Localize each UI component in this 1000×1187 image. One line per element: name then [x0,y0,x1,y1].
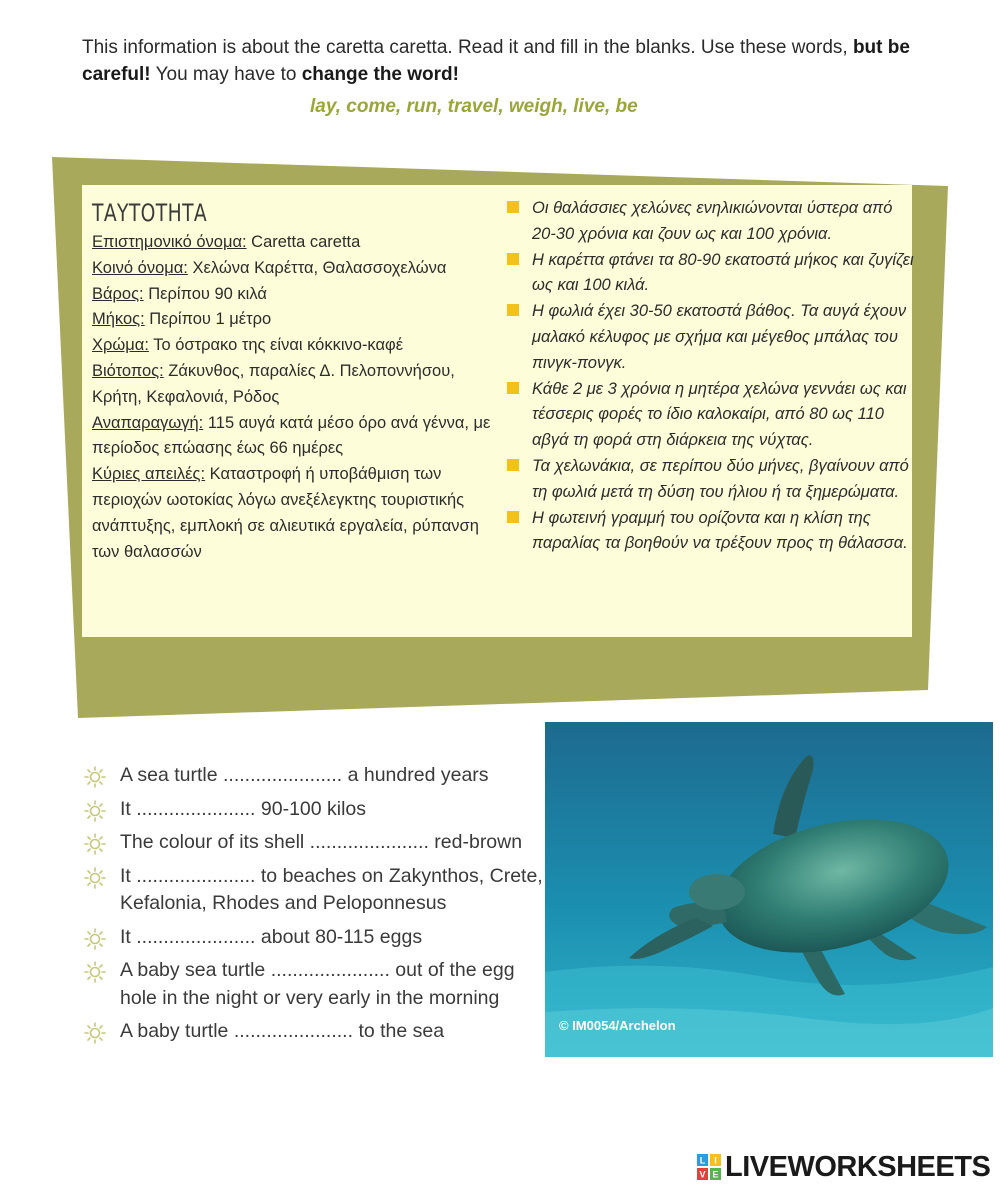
word-bank: lay, come, run, travel, weigh, live, be [310,96,638,117]
bullet-text: Κάθε 2 με 3 χρόνια η μητέρα χελώνα γεννάει ως και τέσσερις φορές το ίδιο καλοκαίρι, από 80 ως 110 αβγά τη φορά στη διάρκεια της νύχτας. [532,379,907,450]
bullet-item [506,248,920,300]
sentence-text: A baby sea turtle [120,959,271,981]
sea-turtle-image [545,722,993,1057]
sentence-2 [84,796,544,824]
fact-label: Βιότοπος: [92,361,164,380]
bullet-text: Οι θαλάσσιες χελώνες ενηλικιώνονται ύστερα από 20-30 χρόνια και ζουν ως και 100 χρόνια. [532,199,893,243]
sentence-text: about 80-115 eggs [255,925,423,948]
sentence-text: a hundred years [342,764,489,786]
fact-value: Περίπου 1 μέτρο [144,310,272,329]
fact-label: Μήκος: [92,310,145,329]
fact-value: Ζάκυνθος, παραλίες Δ. Πελοποννήσου, Κρήτη, Κεφαλονιά, Ρόδος [92,361,455,406]
bullet-item [506,196,920,248]
bullet-square-icon [507,201,519,213]
bullet-square-icon [507,304,519,316]
fact-weight [92,282,497,308]
bullet-item [506,377,920,454]
sentence-text: 90-100 kilos [255,797,367,820]
card-title: ΤΑΥΤΟΤΗΤΑ [92,199,208,227]
bullet-item [506,506,920,558]
sentence-text: The colour of its shell [120,831,310,853]
fact-reproduction [92,411,497,463]
fact-bullets [506,196,920,557]
fact-label: Αναπαραγωγή: [92,413,204,432]
bullet-item [506,454,920,506]
answer-blank[interactable]: ...................... [222,764,343,786]
sentence-1 [84,762,544,790]
fact-value: Το όστρακο της είναι κόκκινο-καφέ [148,336,404,355]
photo-credit: © IM0054/Archelon [559,1018,676,1033]
sun-icon [84,766,106,788]
instructions-bold-1: but be careful! [82,37,910,85]
bullet-item [506,299,920,376]
instructions-text-1: This information is about the caretta caretta. Read it and fill in the blanks. Use these words, [82,37,853,58]
fact-common-name [92,256,497,282]
fact-threats [92,462,497,565]
answer-blank[interactable]: ...................... [136,797,256,820]
bullet-square-icon [507,253,519,265]
sentence-text: It [120,925,137,948]
answer-blank[interactable]: ...................... [136,925,256,948]
sun-icon [84,928,106,950]
fact-value: 115 αυγά κατά μέσο όρο ανά γέννα, με περίοδος επώασης έως 66 ημέρες [92,413,491,458]
fact-label: Κύριες απειλές: [92,465,206,484]
fact-label: Επιστημονικό όνομα: [92,233,247,251]
instructions-bold-2: change the word! [301,64,459,85]
sentence-text: It [120,797,137,820]
fact-value: Χελώνα Καρέττα, Θαλασσοχελώνα [187,258,447,277]
sentence-3 [84,829,544,857]
sentence-text: A baby turtle [120,1020,234,1042]
sun-icon [84,1022,106,1044]
sentence-text: to the sea [353,1020,445,1042]
bullet-square-icon [507,459,519,471]
sun-icon [84,833,106,855]
fact-label: Βάρος: [92,284,144,303]
sentence-7 [84,1018,544,1046]
sentence-text: out of the egg hole in the night or very early in the morning [120,959,515,1009]
fact-label: Χρώμα: [92,336,149,355]
sun-icon [84,800,106,822]
turtle-photo [545,722,993,1057]
sentence-5 [84,924,544,952]
fact-value: Caretta caretta [246,233,361,251]
fact-value: Περίπου 90 κιλά [143,284,267,303]
instructions-text-2: You may have to [150,64,302,85]
bullet-text: Τα χελωνάκια, σε περίπου δύο μήνες, βγαίνουν από τη φωλιά μετά τη δύση του ήλιου ή τα ξημερώματα. [532,456,909,501]
sun-icon [84,867,106,889]
answer-blank[interactable]: ...................... [270,959,390,981]
answer-blank[interactable]: ...................... [136,864,256,887]
fact-value: Καταστροφή ή υποβάθμιση των περιοχών ωοτοκίας λόγω ανεξέλεγκτης τουριστικής ανάπτυξης, εμπλοκή σε αλιευτικά εργαλεία, ρύπανση των θαλασσών [92,465,479,561]
answer-blank[interactable]: ...................... [309,831,429,853]
logo-mark-icon [697,1154,721,1180]
fill-in-sentences [84,762,544,1052]
sentence-text: It [120,864,137,887]
answer-blank[interactable]: ...................... [233,1020,354,1042]
bullet-square-icon [507,382,519,394]
sun-icon [84,961,106,983]
fact-length [92,307,497,333]
sentence-text: red-brown [428,831,523,853]
fact-habitat [92,359,497,411]
sentence-text: to beaches on Zakynthos, Crete, Kefalonia, Rhodes and Peloponnesus [120,864,543,914]
bullet-text: Η καρέττα φτάνει τα 80-90 εκατοστά μήκος και ζυγίζει ως και 100 κιλά. [532,250,914,295]
identity-facts [92,198,497,565]
bullet-text: Η φωτεινή γραμμή του ορίζοντα και η κλίση της παραλίας τα βοηθούν να τρέξουν προς τη θάλασσα. [532,508,908,553]
sentence-4 [84,863,544,918]
fact-label: Κοινό όνομα: [92,258,188,277]
logo-text: LIVEWORKSHEETS [725,1150,991,1183]
fact-scientific-name [92,230,497,256]
logo-mark-letter: V [699,1169,706,1180]
sentence-6 [84,957,544,1012]
logo-mark-letter: E [712,1169,719,1180]
sentence-text: A sea turtle [120,764,223,786]
liveworksheets-logo[interactable] [697,1150,990,1184]
logo-mark-letter: I [714,1155,717,1166]
bullet-text: Η φωλιά έχει 30-50 εκατοστά βάθος. Τα αυγά έχουν μαλακό κέλυφος με σχήμα και μέγεθος μπάλας του πινγκ-πονγκ. [532,302,907,372]
logo-mark-letter: L [699,1155,706,1166]
fact-colour [92,333,497,359]
bullet-square-icon [507,511,519,523]
